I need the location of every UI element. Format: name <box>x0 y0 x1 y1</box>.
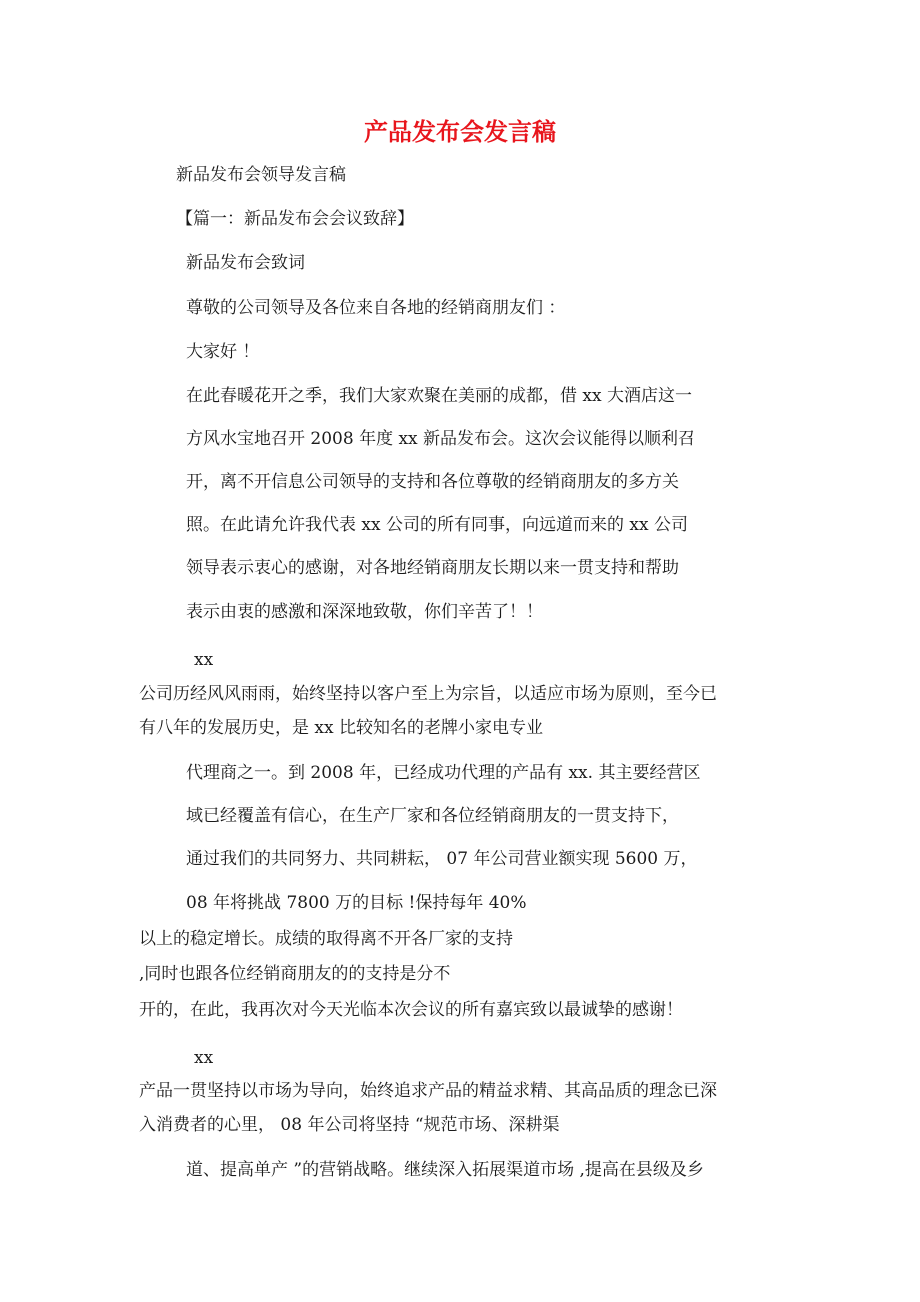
paragraph-line: 公司历经风风雨雨，始终坚持以客户至上为宗旨，以适应市场为原则，至今已 <box>139 684 717 704</box>
paragraph-line: 开，离不开信息公司领导的支持和各位尊敬的经销商朋友的多方关 <box>186 472 679 492</box>
paragraph-line: 方风水宝地召开 2008 年度 xx 新品发布会。这次会议能得以顺利召 <box>186 429 696 449</box>
paragraph-line: 通过我们的共同努力、共同耕耘， 07 年公司营业额实现 5600 万， <box>186 849 698 869</box>
paragraph-line: 尊敬的公司领导及各位来自各地的经销商朋友们 ： <box>186 298 566 318</box>
paragraph-line: 在此春暖花开之季，我们大家欢聚在美丽的成都，借 xx 大酒店这一 <box>186 386 692 406</box>
section-heading: 【篇一：新品发布会会议致辞】 <box>176 209 414 229</box>
paragraph-line: 08 年将挑战 7800 万的目标 !保持每年 40% <box>186 893 527 913</box>
paragraph-line: 开的，在此，我再次对今天光临本次会议的所有嘉宾致以最诚挚的感谢！ <box>139 1000 683 1020</box>
paragraph-line: 代理商之一。到 2008 年，已经成功代理的产品有 xx. 其主要经营区 <box>186 763 701 783</box>
subtitle: 新品发布会领导发言稿 <box>176 165 346 185</box>
paragraph-line: 产品一贯坚持以市场为导向，始终追求产品的精益求精、其高品质的理念已深 <box>139 1081 717 1101</box>
paragraph-line: xx <box>194 1048 214 1068</box>
paragraph-line: 道、提高单产 ”的营销战略。继续深入拓展渠道市场 ,提高在县级及乡 <box>186 1160 704 1180</box>
paragraph-line: 领导表示衷心的感谢，对各地经销商朋友长期以来一贯支持和帮助 <box>186 558 679 578</box>
paragraph-line: xx <box>194 650 214 670</box>
paragraph-line: 入消费者的心里， 08 年公司将坚持 “规范市场、深耕渠 <box>139 1115 560 1135</box>
paragraph-line: 新品发布会致词 <box>186 253 305 273</box>
paragraph-line: 有八年的发展历史，是 xx 比较知名的老牌小家电专业 <box>139 718 543 738</box>
paragraph-line: 以上的稳定增长。成绩的取得离不开各厂家的支持 <box>139 929 513 949</box>
paragraph-line: 照。在此请允许我代表 xx 公司的所有同事，向远道而来的 xx 公司 <box>186 515 688 535</box>
paragraph-line: 大家好 ！ <box>186 342 260 362</box>
paragraph-line: ,同时也跟各位经销商朋友的的支持是分不 <box>139 964 451 984</box>
document-title: 产品发布会发言稿 <box>364 118 556 146</box>
paragraph-line: 域已经覆盖有信心，在生产厂家和各位经销商朋友的一贯支持下， <box>186 806 679 826</box>
paragraph-line: 表示由衷的感激和深深地致敬，你们辛苦了！！ <box>186 602 543 622</box>
